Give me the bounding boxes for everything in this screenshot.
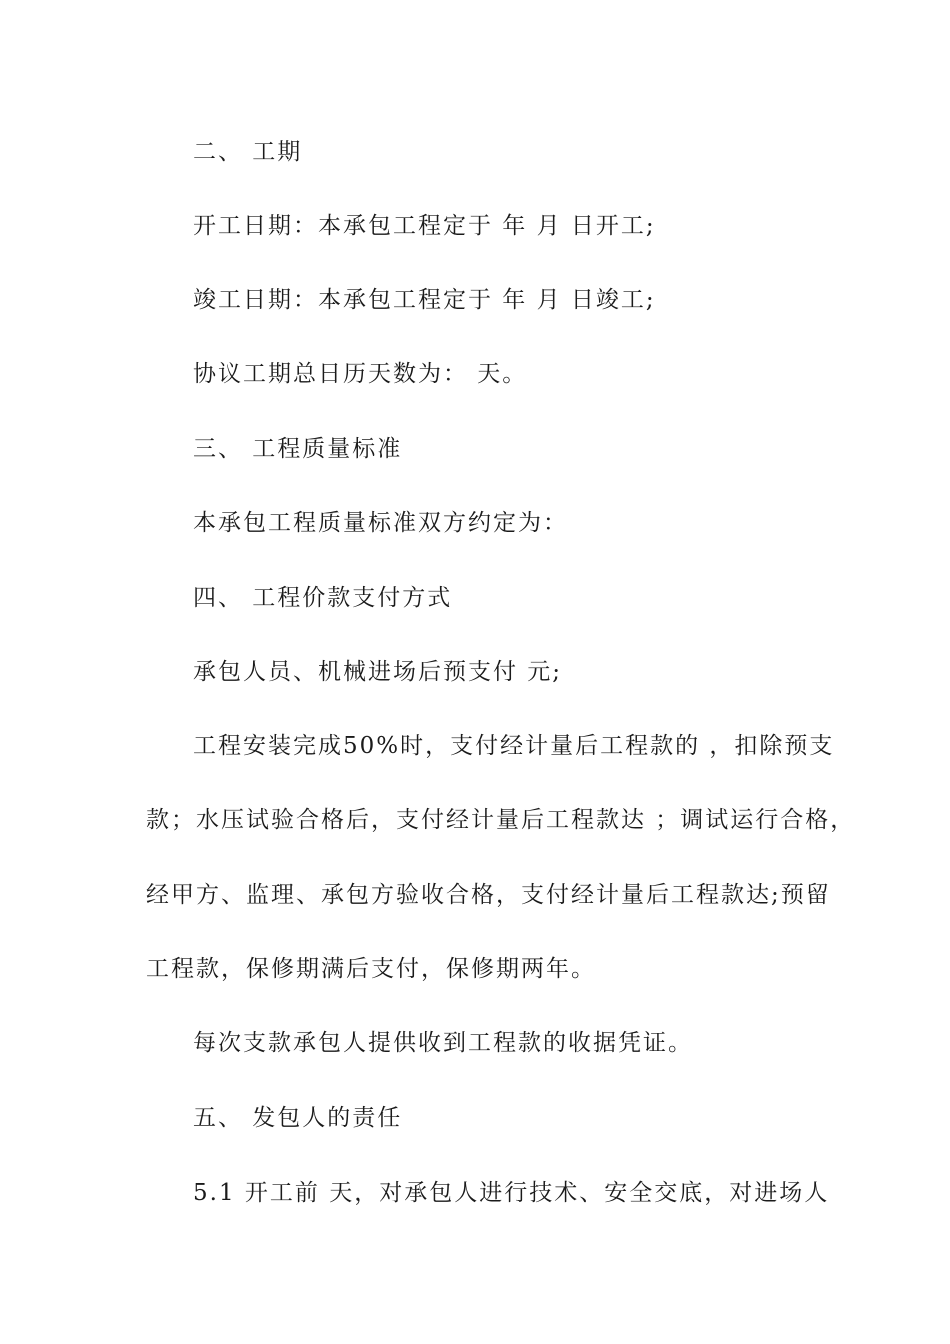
receipt-line: 每次支款承包人提供收到工程款的收据凭证。 [193,1030,693,1056]
payment-paragraph-line-2: 款；水压试验合格后，支付经计量后工程款达 ；调试运行合格， [146,807,856,833]
payment-paragraph-line-3: 经甲方、监理、承包方验收合格，支付经计量后工程款达;预留 [146,882,831,908]
advance-payment-line: 承包人员、机械进场后预支付 元; [193,659,563,685]
section-heading-2: 二、 工期 [193,139,303,165]
total-days-line: 协议工期总日历天数为： 天。 [193,361,528,387]
section-heading-4: 四、 工程价款支付方式 [193,585,453,611]
start-date-line: 开工日期：本承包工程定于 年 月 日开工; [193,213,656,239]
quality-standard-line: 本承包工程质量标准双方约定为： [193,510,568,536]
payment-paragraph-line-4: 工程款，保修期满后支付，保修期两年。 [146,956,596,982]
section-heading-3: 三、 工程质量标准 [193,436,403,462]
payment-paragraph-line-1: 工程安装完成50%时，支付经计量后工程款的 ，扣除预支 [193,733,835,759]
clause-5-1-line: 5.1 开工前 天，对承包人进行技术、安全交底，对进场人 [193,1180,830,1206]
section-heading-5: 五、 发包人的责任 [193,1105,403,1131]
completion-date-line: 竣工日期：本承包工程定于 年 月 日竣工; [193,287,656,313]
